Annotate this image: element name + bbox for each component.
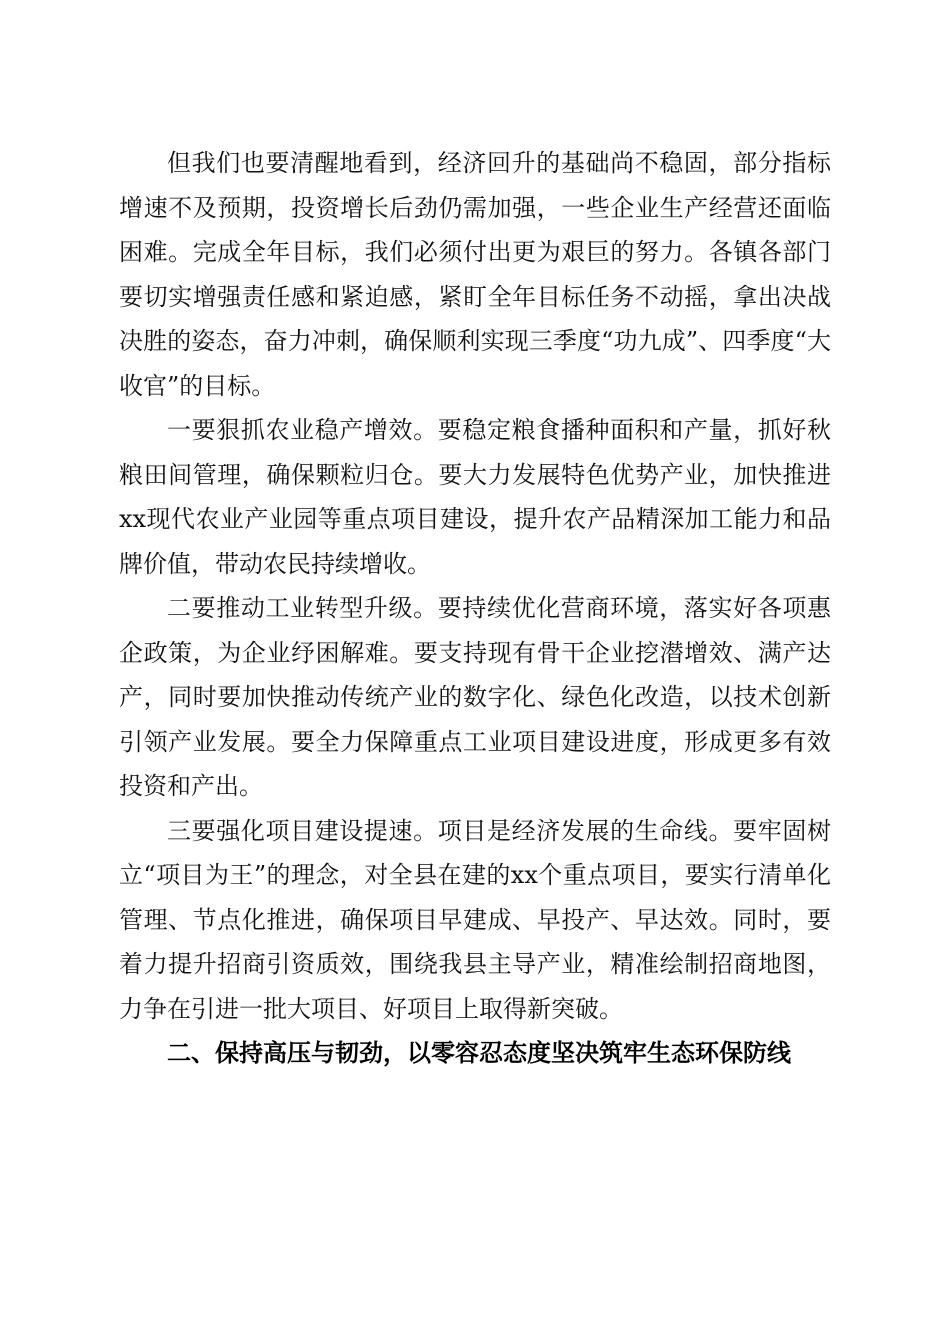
paragraph-agriculture: 一要狠抓农业稳产增效。要稳定粮食播种面积和产量，抓好秋粮田间管理，确保颗粒归仓。要大力发展特色优势产业，加快推进xx现代农业产业园等重点项目建设，提升农产品精深加工能力和品牌价值，带动农民持续增收。 — [119, 416, 831, 578]
paragraph-industry: 二要推动工业转型升级。要持续优化营商环境，落实好各项惠企政策，为企业纾困解难。要支持现有骨干企业挖潜增效、满产达产，同时要加快推动传统产业的数字化、绿色化改造，以技术创新引领产业发展。要全力保障重点工业项目建设进度，形成更多有效投资和产出。 — [119, 594, 831, 800]
section-heading: 二、保持高压与韧劲，以零容忍态度坚决筑牢生态环保防线 — [167, 1039, 791, 1067]
paragraph-economic-outlook: 但我们也要清醒地看到，经济回升的基础尚不稳固，部分指标增速不及预期，投资增长后劲仍需加强，一些企业生产经营还面临困难。完成全年目标，我们必须付出更为艰巨的努力。各镇各部门要切实增强责任感和紧迫感，紧盯全年目标任务不动摇，拿出决战决胜的姿态，奋力冲刺，确保顺利实现三季度“功九成”、四季度“大收官”的目标。 — [119, 149, 831, 400]
document-body — [119, 141, 831, 1076]
paragraph-projects: 三要强化项目建设提速。项目是经济发展的生命线。要牢固树立“项目为王”的理念，对全县在建的xx个重点项目，要实行清单化管理、节点化推进，确保项目早建成、早投产、早达效。同时，要着力提升招商引资质效，围绕我县主导产业，精准绘制招商地图，力争在引进一批大项目、好项目上取得新突破。 — [119, 816, 831, 1023]
